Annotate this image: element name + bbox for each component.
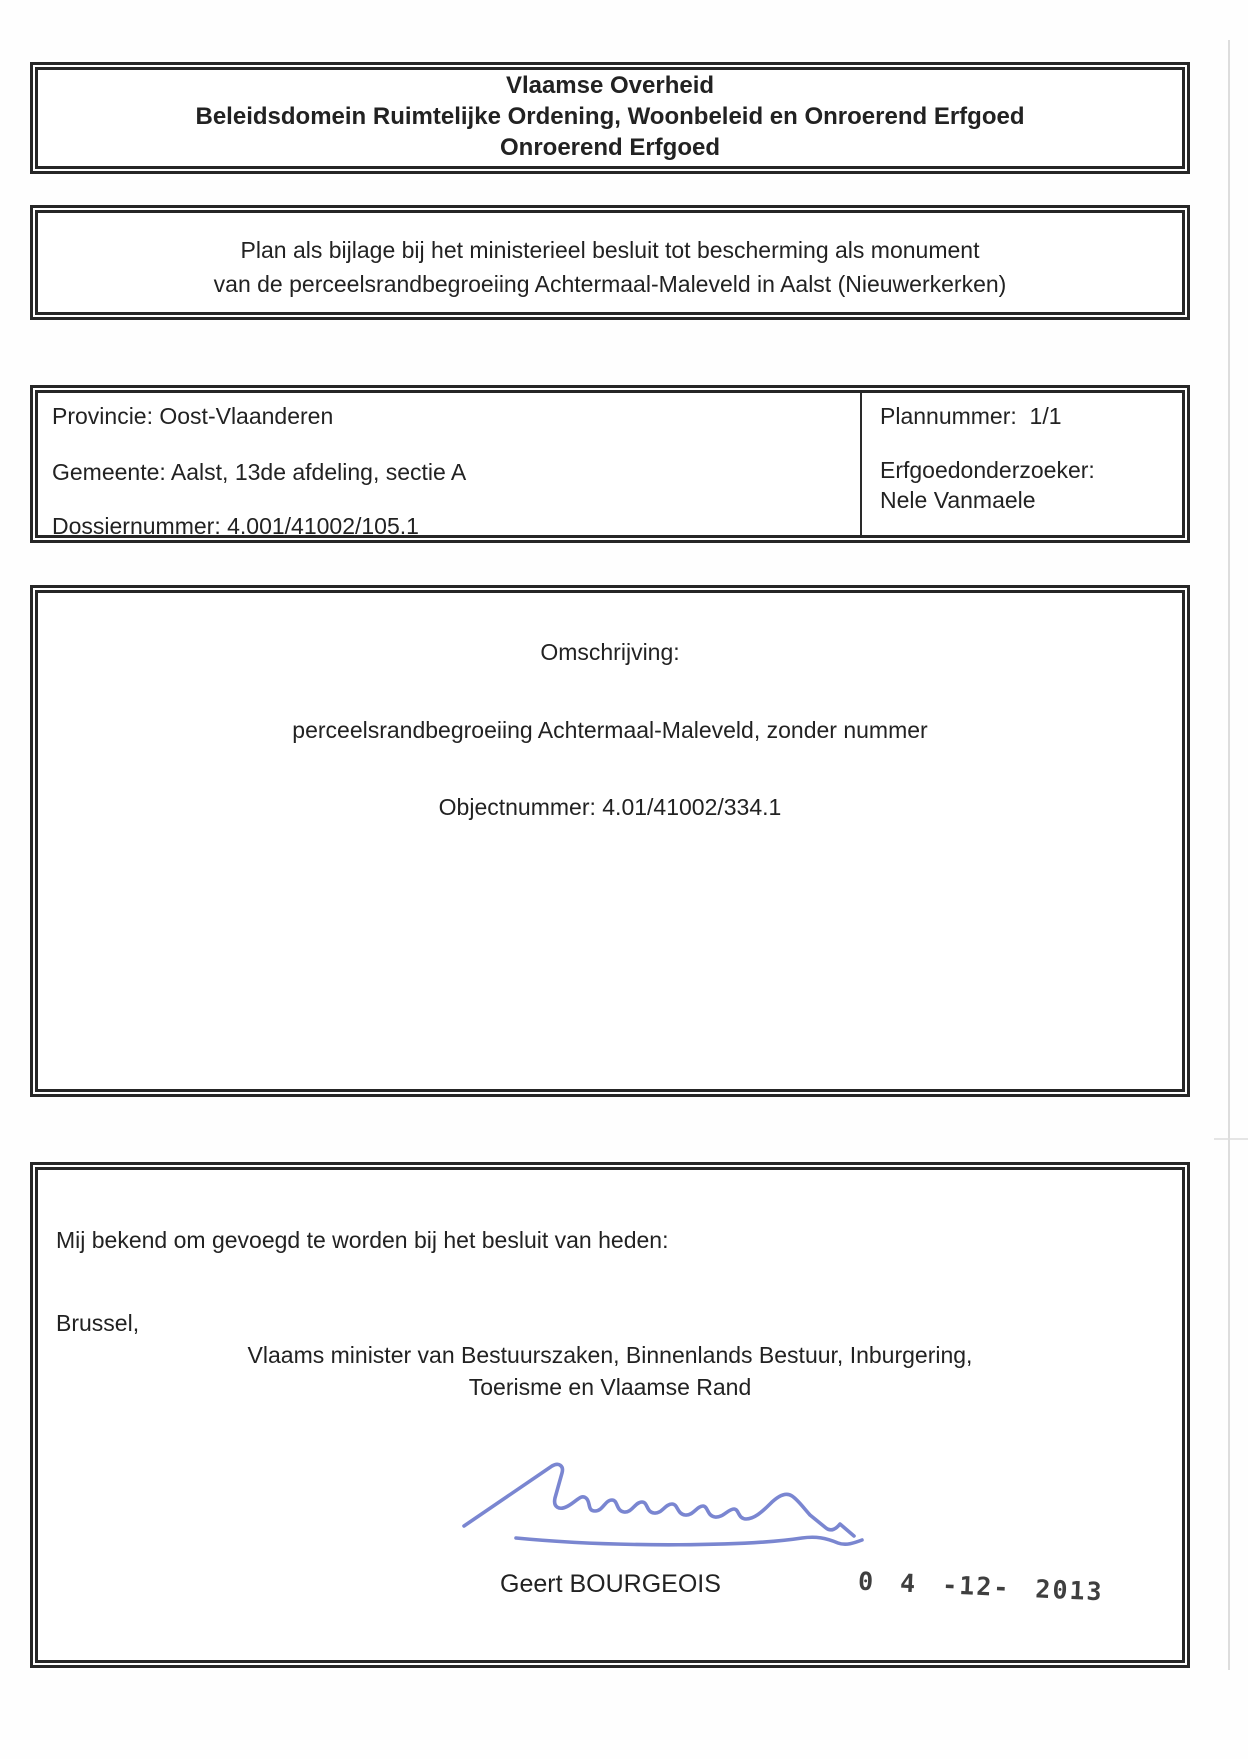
plan-title-line2: van de perceelsrandbegroeiing Achtermaal-Maleveld in Aalst (Nieuwerkerken)	[213, 271, 1007, 297]
signature-scribble	[450, 1442, 880, 1552]
description-text: perceelsrandbegroeiing Achtermaal-Maleveld, zonder nummer	[292, 717, 928, 743]
description-heading: Omschrijving:	[540, 639, 680, 665]
erfgoedonderzoeker-name: Nele Vanmaele	[880, 487, 1036, 513]
city-line: Brussel,	[56, 1310, 140, 1336]
provincie-field: Provincie: Oost-Vlaanderen	[52, 403, 334, 429]
signature-box	[30, 1162, 1190, 1668]
signer-name: Geert BOURGEOIS	[500, 1570, 721, 1598]
gemeente-field: Gemeente: Aalst, 13de afdeling, sectie A	[52, 459, 467, 485]
attestation-statement: Mij bekend om gevoegd te worden bij het besluit van heden:	[56, 1227, 669, 1253]
description-box	[30, 585, 1190, 1097]
minister-title-line2: Toerisme en Vlaamse Rand	[468, 1374, 752, 1400]
plannummer-field: Plannummer: 1/1	[880, 403, 1062, 429]
objectnummer-field: Objectnummer: 4.01/41002/334.1	[438, 794, 782, 820]
minister-title-line1: Vlaams minister van Bestuurszaken, Binnenlands Bestuur, Inburgering,	[247, 1342, 973, 1368]
scan-artifact-vertical-line	[1228, 40, 1230, 1670]
plan-title-box	[30, 205, 1190, 320]
scan-artifact-horizontal-tick	[1214, 1138, 1248, 1140]
dossiernummer-field: Dossiernummer: 4.001/41002/105.1	[52, 513, 419, 539]
org-title: Vlaamse Overheid	[505, 72, 715, 99]
plan-title-line1: Plan als bijlage bij het ministerieel besluit tot bescherming als monument	[240, 237, 980, 263]
header-box	[30, 62, 1190, 174]
org-agency: Onroerend Erfgoed	[499, 134, 721, 161]
info-table-column-divider	[860, 393, 862, 535]
info-table-box	[30, 385, 1190, 543]
erfgoedonderzoeker-label: Erfgoedonderzoeker:	[880, 457, 1095, 483]
org-domain: Beleidsdomein Ruimtelijke Ordening, Woonbeleid en Onroerend Erfgoed	[195, 103, 1025, 130]
date-stamp: 0 4 -12- 2013	[857, 1566, 1105, 1607]
